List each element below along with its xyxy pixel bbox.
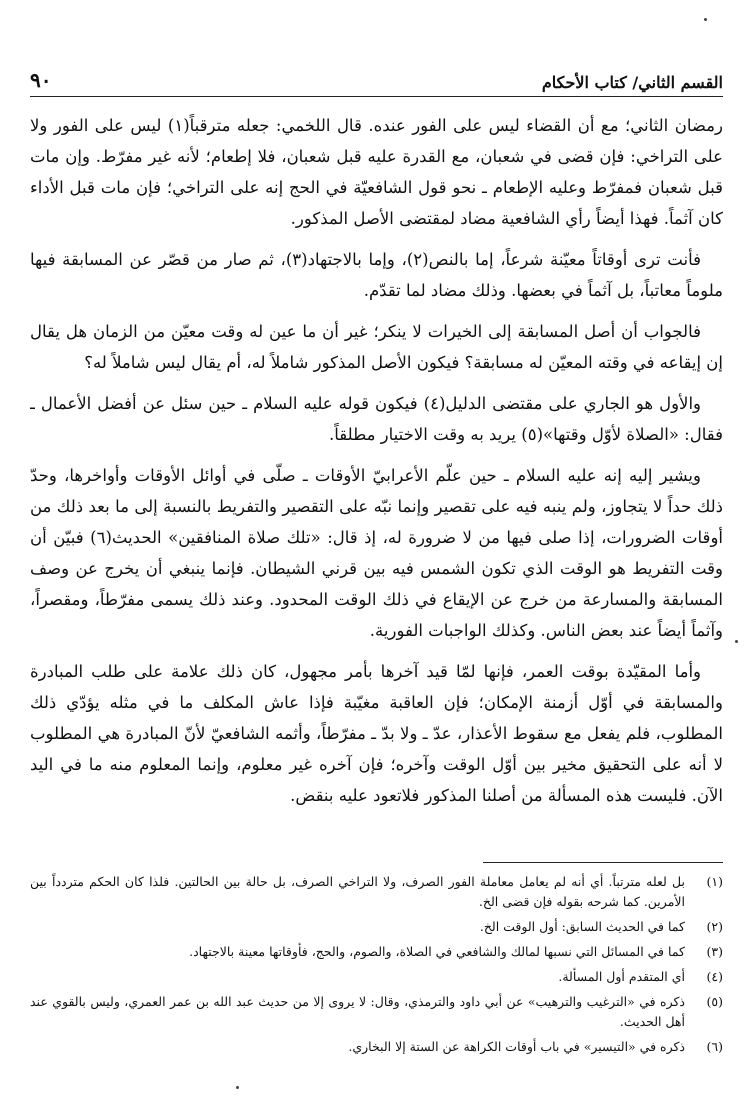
footnote-item bbox=[30, 992, 723, 1032]
paragraph: وأما المقيّدة بوقت العمر، فإنها لمّا قيد آخرها بأمر مجهول، كان ذلك علامة على طلب المبادرة والمسابقة في أوّل أزمنة الإمكان؛ فإن العاقبة مغيّبة فإذا عاش المكلف ما في مثله يؤدّي ذلك المطلوب، فلم يفعل مع سقوط الأعذار، عدّ ـ ولا بدّ ـ مفرّطاً، وأثمه الشافعيّ لأنّ المبادرة هي المطلوب لا أنه على التحقيق مخير بين أوّل الوقت وآخره؛ فإن آخره غير معلوم، وإنما المعلوم منه ما في اليد الآن. فليست هذه المسألة من أصلنا المذكور فلاتعود عليه بنقض. bbox=[30, 662, 723, 805]
footnote-text: ذكره في «الترغيب والترهيب» عن أبي داود والترمذي، وقال: لا يروى إلا من حديث عبد الله بن عمر العمري، وليس بالقوي عند أهل الحديث. bbox=[30, 994, 685, 1029]
footnote-divider bbox=[483, 862, 723, 863]
footnotes bbox=[30, 872, 723, 1072]
footnote-text: كما في الحديث السابق: أول الوقت الخ. bbox=[479, 919, 685, 934]
paragraph: والأول هو الجاري على مقتضى الدليل(٤) فيكون قوله عليه السلام ـ حين سئل عن أفضل الأعمال ـ فقال: «الصلاة لأوّل وقتها»(٥) يريد به وقت الاختيار مطلقاً. bbox=[30, 394, 723, 444]
page-number: ٩٠ bbox=[30, 68, 52, 92]
main-text bbox=[30, 110, 723, 840]
footnote-item bbox=[30, 917, 723, 937]
footnote-item bbox=[30, 872, 723, 912]
footnote-number: (٥) bbox=[706, 994, 723, 1009]
paragraph: رمضان الثاني؛ مع أن القضاء ليس على الفور عنده. قال اللخمي: جعله مترقباً(١) ليس على الفور ولا على التراخي: فإن قضى في شعبان، مع القدرة عليه قبل شعبان، فلا إطعام؛ لأنه غير مفرّط. وإن مات قبل شعبان فمفرّط وعليه الإطعام ـ نحو قول الشافعيّة في الحج إنه على التراخي؛ فإن مات قبل الأداء كان آثماً. فهذا أيضاً رأي الشافعية مضاد لمقتضى الأصل المذكور. bbox=[30, 116, 723, 228]
footnote-number: (١) bbox=[706, 874, 723, 889]
footnote-item bbox=[30, 1037, 723, 1057]
footnote-text: ذكره في «التيسير» في باب أوقات الكراهة عن الستة إلا البخاري. bbox=[348, 1039, 685, 1054]
running-title: القسم الثاني/ كتاب الأحكام bbox=[541, 73, 723, 92]
footnote-text: أي المتقدم أول المسألة. bbox=[558, 969, 685, 984]
footnote-number: (٣) bbox=[706, 944, 723, 959]
scan-speck bbox=[704, 18, 707, 21]
footnote-item bbox=[30, 967, 723, 987]
footnote-number: (٦) bbox=[706, 1039, 723, 1054]
footnote-number: (٢) bbox=[706, 919, 723, 934]
page-header bbox=[30, 58, 723, 97]
paragraph: فأنت ترى أوقاتاً معيّنة شرعاً، إما بالنص(٢)، وإما بالاجتهاد(٣)، ثم صار من قصّر عن المسابقة فيها ملوماً معاتباً، بل آثماً في بعضها. وذلك مضاد لما تقدّم. bbox=[30, 250, 723, 300]
paragraph: ويشير إليه إنه عليه السلام ـ حين علّم الأعرابيّ الأوقات ـ صلّى في أوائل الأوقات وأواخرها، وحدّ ذلك حداً لا يتجاوز، ولم ينبه فيه على تقصير وإنما نبّه على التقصير والتفريط بالنسبة إلى ما بعد ذلك من أوقات الضرورات، إذا صلى فيها من لا ضرورة له، إذ قال: «تلك صلاة المنافقين» الحديث(٦) فبيّن أن وقت التفريط هو الوقت الذي تكون الشمس فيه بين قرني الشيطان. فإنما ينبغي أن يخرج عن وصف المسابقة والمسارعة من خرج عن الإيقاع في ذلك الوقت المحدود. وعند ذلك يسمى مفرّطاً، ومقصراً، وآثماً أيضاً عند بعض الناس. وكذلك الواجبات الفورية. bbox=[30, 466, 723, 640]
footnote-item bbox=[30, 942, 723, 962]
paragraph: فالجواب أن أصل المسابقة إلى الخيرات لا ينكر؛ غير أن ما عين له وقت معيّن من الزمان هل يقال إن إيقاعه في وقته المعيّن له مسابقة؟ فيكون الأصل المذكور شاملاً له، أم يقال ليس شاملاً له؟ bbox=[30, 322, 723, 372]
scan-speck bbox=[236, 1086, 239, 1089]
scan-speck bbox=[735, 640, 738, 643]
footnote-text: كما في المسائل التي نسبها لمالك والشافعي في الصلاة، والصوم، والحج، فأوقاتها معينة بالاجتهاد. bbox=[189, 944, 685, 959]
footnote-number: (٤) bbox=[706, 969, 723, 984]
footnote-text: بل لعله مترتباً. أي أنه لم يعامل معاملة الفور الصرف، ولا التراخي الصرف، بل حالة بين الحالتين. فلذا كان الحكم متردداً بين الأمرين. كما شرحه بقوله فإن قضى الخ. bbox=[30, 874, 685, 909]
